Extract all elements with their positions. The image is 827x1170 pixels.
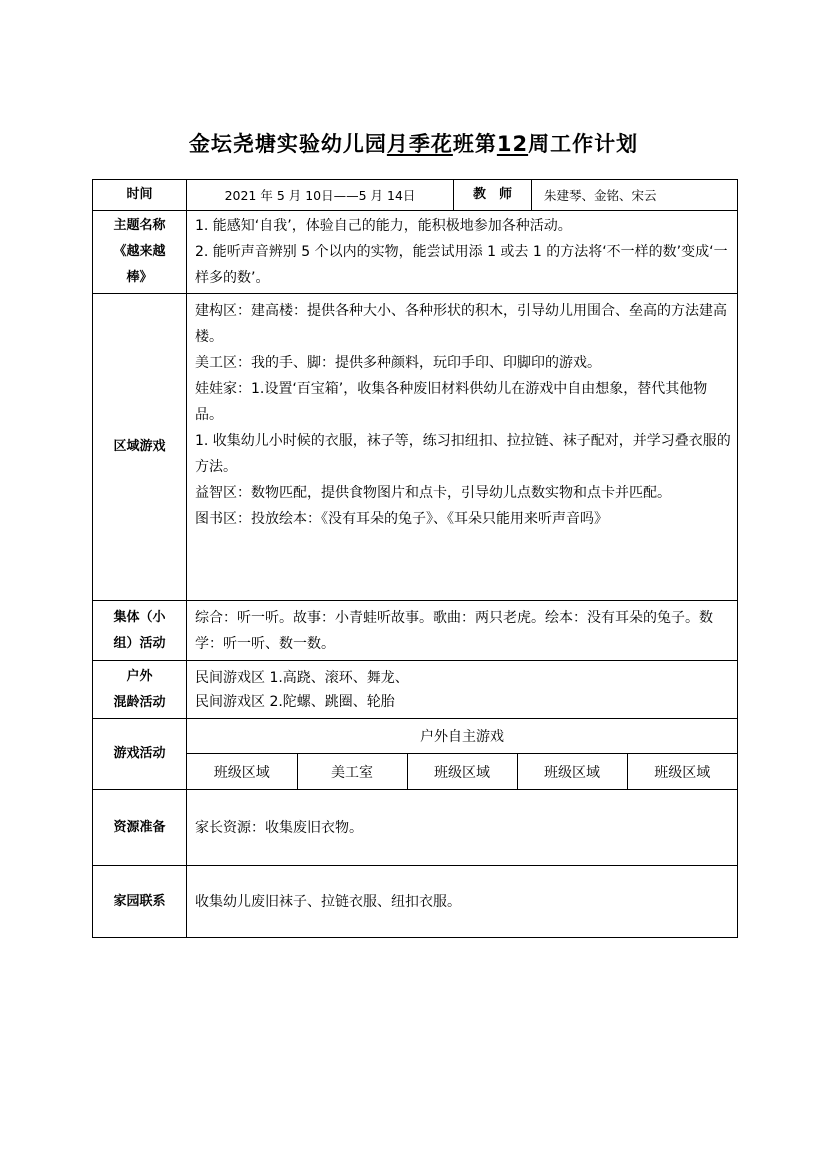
game-area-cell: 班级区域 bbox=[407, 754, 517, 790]
area-game-item: 美工区：我的手、脚：提供多种颜料，玩印手印、印脚印的游戏。 bbox=[195, 355, 601, 371]
theme-goals bbox=[187, 211, 738, 294]
title-prefix: 金坛尧塘实验幼儿园 bbox=[188, 132, 387, 156]
teacher-names: 朱建琴、金铭、宋云 bbox=[532, 180, 738, 211]
outdoor-line: 民间游戏区 2.陀螺、跳圈、轮胎 bbox=[195, 693, 395, 710]
page-title bbox=[0, 128, 827, 158]
outdoor-label-line1: 户外 bbox=[126, 668, 153, 684]
game-area-cell: 美工室 bbox=[297, 754, 407, 790]
group-activity-label bbox=[93, 601, 187, 661]
teacher-label: 教 师 bbox=[454, 180, 532, 211]
weekly-plan-table bbox=[92, 179, 738, 938]
home-contact-label: 家园联系 bbox=[93, 866, 187, 938]
outdoor-line: 民间游戏区 1.高跷、滚环、舞龙、 bbox=[195, 669, 409, 686]
home-contact-text: 收集幼儿废旧袜子、拉链衣服、纽扣衣服。 bbox=[187, 866, 738, 938]
outdoor-label bbox=[93, 661, 187, 719]
resources-text: 家长资源：收集废旧衣物。 bbox=[187, 790, 738, 866]
game-area-cell: 班级区域 bbox=[187, 754, 297, 790]
outdoor-row bbox=[93, 661, 738, 719]
area-game-item: 娃娃家：1.设置‘百宝箱’，收集各种废旧材料供幼儿在游戏中自由想象，替代其他物品。 bbox=[195, 381, 708, 423]
area-game-item: 1. 收集幼儿小时候的衣服，袜子等，练习扣纽扣、拉拉链、袜子配对，并学习叠衣服的方法。 bbox=[195, 433, 731, 475]
theme-row bbox=[93, 211, 738, 294]
area-games-content bbox=[187, 294, 738, 601]
theme-label bbox=[93, 211, 187, 294]
date-range: 2021 年 5 月 10日——5 月 14日 bbox=[187, 180, 454, 211]
game-activity-row bbox=[93, 719, 738, 790]
time-row bbox=[93, 180, 738, 211]
area-game-item: 建构区：建高楼：提供各种大小、各种形状的积木，引导幼儿用围合、垒高的方法建高楼。 bbox=[195, 303, 727, 345]
game-activity-grid bbox=[187, 719, 737, 789]
theme-goal: 2. 能听声音辨别 5 个以内的实物，能尝试用添 1 或去 1 的方法将‘不一样的数’变成‘一样多的数’。 bbox=[195, 244, 728, 286]
theme-label-line1: 主题名称 bbox=[113, 218, 166, 233]
game-activity-heading: 户外自主游戏 bbox=[187, 719, 737, 754]
theme-label-line3: 棒》 bbox=[126, 270, 153, 285]
area-game-item: 图书区：投放绘本：《没有耳朵的兔子》、《耳朵只能用来听声音吗》 bbox=[195, 511, 608, 527]
outdoor-label-line2: 混龄活动 bbox=[113, 694, 166, 710]
area-games-label: 区域游戏 bbox=[93, 294, 187, 601]
group-activity-label-line2: 组）活动 bbox=[113, 635, 166, 651]
home-contact-row bbox=[93, 866, 738, 938]
game-activity-label: 游戏活动 bbox=[93, 719, 187, 790]
theme-goal: 1. 能感知‘自我’，体验自己的能力，能积极地参加各种活动。 bbox=[195, 218, 572, 234]
game-activity-cell bbox=[187, 719, 738, 790]
outdoor-content bbox=[187, 661, 738, 719]
title-mid: 班第 bbox=[452, 132, 497, 156]
area-game-item: 益智区：数物匹配，提供食物图片和点卡，引导幼儿点数实物和点卡并匹配。 bbox=[195, 485, 671, 501]
title-suffix: 周工作计划 bbox=[528, 132, 639, 156]
game-area-cell: 班级区域 bbox=[654, 764, 711, 781]
title-class-name: 月季花 bbox=[386, 132, 453, 156]
time-label: 时间 bbox=[93, 180, 187, 211]
group-activity-label-line1: 集体（小 bbox=[113, 609, 166, 625]
group-activity-text: 综合：听一听。故事：小青蛙听故事。歌曲：两只老虎。绘本：没有耳朵的兔子。数学：听一听、数一数。 bbox=[187, 601, 738, 661]
game-area-cell: 班级区域 bbox=[517, 754, 627, 790]
resources-row bbox=[93, 790, 738, 866]
title-week: 12 bbox=[496, 132, 529, 156]
resources-label: 资源准备 bbox=[93, 790, 187, 866]
theme-label-line2: 《越来越 bbox=[113, 244, 166, 259]
area-games-row bbox=[93, 294, 738, 601]
group-activity-row bbox=[93, 601, 738, 661]
